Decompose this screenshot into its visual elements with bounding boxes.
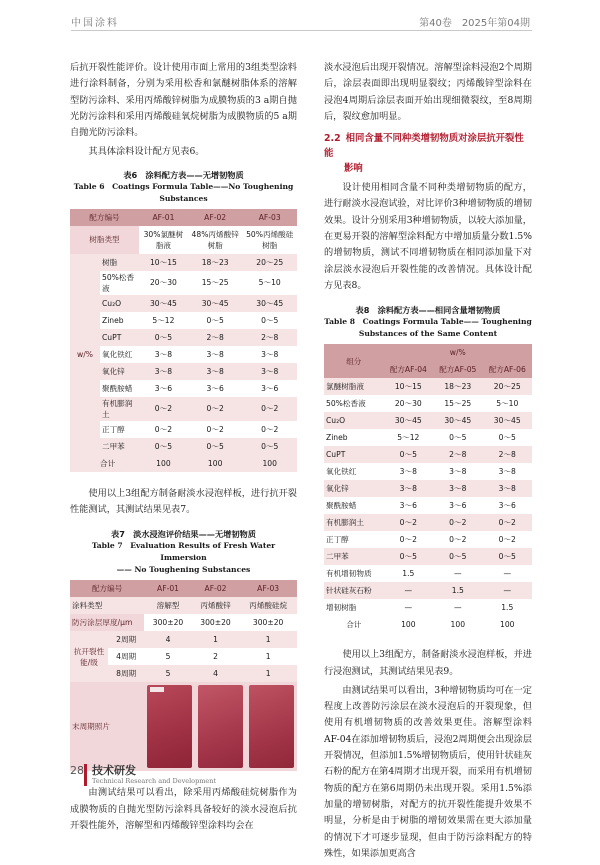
table8-cell: 3～8 [449, 467, 467, 477]
table6 [70, 209, 297, 472]
table6-cell: 20～30 [149, 278, 177, 288]
table6-caption-cn: 表6 涂料配方表——无增韧物质 [123, 169, 244, 180]
table8-cell: 3～6 [498, 501, 516, 511]
table6-col: AF-02 [188, 209, 243, 226]
table8-row [324, 582, 532, 599]
table6-cell: 10～15 [139, 254, 188, 271]
table8-row [324, 395, 532, 412]
table8-row [324, 514, 532, 531]
table7 [70, 580, 297, 771]
table8-row [324, 599, 532, 616]
table6-cell: 48%丙烯酸锌树脂 [191, 229, 239, 250]
table6-row [70, 254, 297, 271]
table7-thick-row [70, 614, 297, 631]
table6-cell: 0～5 [139, 438, 188, 455]
table8-cell: 3～8 [498, 467, 516, 477]
table8-cell: 3～8 [384, 480, 433, 497]
table8-component: Zineb [326, 433, 348, 443]
table7-head-row [70, 580, 297, 597]
table8-cell: 0～5 [483, 548, 532, 565]
table7-cell: 1 [265, 652, 271, 662]
footer-accent-bar [84, 764, 87, 786]
table6-cell: 3～6 [261, 383, 279, 393]
table6-head-row [70, 209, 297, 226]
sample-photo [147, 685, 192, 768]
table6-group-label: w/% [70, 254, 100, 455]
left-paragraph-3: 使用以上3组配方制备耐淡水浸泡样板，进行抗开裂性能测试，其测试结果见表7。 [70, 487, 297, 516]
table8 [324, 344, 532, 633]
table6-head-label: 配方编号 [70, 209, 139, 226]
table8-total-row [324, 616, 532, 633]
table6-cell: 0～5 [139, 329, 188, 346]
table6-total-label: 合计 [70, 455, 139, 472]
table6-component: Zineb [102, 315, 124, 325]
table6-component: 有机膨润土 [100, 397, 139, 421]
table8-cell: 2～8 [433, 446, 482, 463]
table7-cell: 4 [192, 665, 240, 682]
table8-cell: 0～2 [433, 514, 482, 531]
table8-cell: 100 [500, 620, 515, 630]
table7-cell: 300±20 [252, 618, 284, 628]
table6-cell: 3～6 [206, 383, 224, 393]
table7-cell: 1 [239, 665, 297, 682]
page-number: 28 [70, 764, 84, 777]
table6-component: 50%松香液 [102, 272, 135, 293]
table8-cell: 3～8 [483, 480, 532, 497]
table6-cell: 50%丙烯酸硅树脂 [246, 229, 294, 250]
footer-section-cn: 技术研发 [92, 764, 136, 777]
table6-resin-label: 树脂类型 [70, 226, 139, 254]
table7-col: AF-03 [239, 580, 297, 597]
table6-cell: 3～8 [139, 363, 188, 380]
table6-component: 正丁醇 [102, 424, 125, 434]
table6-row [70, 346, 297, 363]
right-paragraph-1: 淡水浸泡后出现开裂情况。溶解型涂料浸泡2个周期后，涂层表面即出现明显裂纹；丙烯酸锌型涂料在浸泡4周期后涂层表面开始出现细微裂纹，至8周期后，裂纹愈加明显。 [324, 62, 532, 122]
table6-cell: 3～8 [206, 349, 224, 359]
table6-cell: 0～2 [261, 424, 279, 434]
table8-total-label: 合计 [346, 620, 362, 630]
table6-cell: 0～5 [206, 315, 224, 325]
table7-cell: 5 [165, 652, 171, 662]
table8-cell: 1.5 [501, 603, 514, 613]
table7-crack-label: 抗开裂性能/级 [70, 631, 108, 682]
table7-cell: 1 [239, 631, 297, 648]
sample-photo [198, 685, 243, 768]
table6-cell: 3～8 [261, 349, 279, 359]
table6-cell: 100 [188, 455, 243, 472]
table8-row [324, 531, 532, 548]
table8-component: 氯醚树脂液 [324, 378, 384, 395]
table8-cell: 0～5 [498, 433, 516, 443]
table7-photo-row [70, 682, 297, 771]
table7-col: AF-01 [144, 580, 192, 597]
table8-cell: 0～2 [399, 535, 417, 545]
table6-component: Cu₂O [100, 295, 139, 312]
table8-cell: 0～5 [384, 548, 433, 565]
table7-col: AF-02 [192, 580, 240, 597]
table8-row [324, 446, 532, 463]
table6-cell: 0～2 [188, 397, 243, 421]
table8-caption-cn: 表8 涂料配方表——相同含量增韧物质 [355, 305, 501, 316]
table7-photo-label: 末周期照片 [70, 682, 144, 771]
table8-component: 50%松香液 [326, 399, 366, 409]
table7-type-label: 涂料类型 [70, 597, 144, 614]
table7-cell: 1 [192, 631, 240, 648]
table8-row [324, 378, 532, 395]
table8-cell: 3～6 [399, 501, 417, 511]
issue-label: 第40卷 2025年第04期 [419, 18, 530, 29]
table6-row [70, 295, 297, 312]
table8-cell: 30～45 [433, 412, 482, 429]
table7-type-row [70, 597, 297, 614]
table6-component: 聚酰胺蜡 [102, 383, 133, 393]
section-title-line-2: 影响 [344, 163, 363, 175]
table8-cell: — [453, 603, 462, 613]
table6-cell: 0～2 [206, 424, 224, 434]
table8-component: 正丁醇 [326, 535, 349, 545]
table8-cell: — [483, 582, 532, 599]
table8-component: 氧化锌 [324, 480, 384, 497]
table6-row [70, 329, 297, 346]
table7-period: 8周期 [108, 665, 144, 682]
table7-caption-en-1: Table 7 Evaluation Results of Fresh Water Immersion [91, 541, 276, 563]
table8-caption-en-2: Substances of the Same Content [358, 329, 498, 339]
table6-cell: 30～45 [242, 295, 297, 312]
table6-caption-en-2: Substances [159, 193, 208, 203]
table8-cell: 1.5 [402, 569, 415, 579]
table8-cell: 10～15 [384, 378, 433, 395]
table8-group-label: 组分 [324, 344, 384, 378]
table6-cell: 30～45 [139, 295, 188, 312]
section-title-line-1: 相同含量不同种类增韧物质对涂层抗开裂性能 [324, 133, 524, 160]
table8-cell: 0～5 [433, 548, 482, 565]
table7-head-label: 配方编号 [70, 580, 144, 597]
table8-row [324, 480, 532, 497]
table7-thick-label: 防污涂层厚度/μm [70, 614, 144, 631]
left-paragraph-4: 由测试结果可以看出，除采用丙烯酸硅烷树脂作为成膜物质的自抛光型防污涂料具备较好的淡水浸泡后抗开裂性能外，溶解型和丙烯酸锌型涂料均会在 [70, 787, 297, 831]
table8-component: 针状硅灰石粉 [324, 582, 384, 599]
table8-cell: 0～2 [384, 514, 433, 531]
table6-body [70, 254, 297, 455]
journal-name: 中国涂料 [71, 18, 119, 29]
table8-row [324, 497, 532, 514]
table7-cell: 2 [213, 652, 218, 662]
table7-period: 2周期 [108, 631, 144, 648]
table8-cell: 3～8 [433, 480, 482, 497]
table8-cell: 0～5 [449, 433, 467, 443]
table6-cell: 3～8 [154, 349, 173, 359]
table8-cell: — [453, 569, 462, 579]
table8-cell: 18～23 [433, 378, 482, 395]
table7-cell: 丙烯酸锌 [192, 597, 240, 614]
table8-body [324, 378, 532, 616]
table6-row [70, 438, 297, 455]
right-paragraph-4: 由测试结果可以看出，3种增韧物质均可在一定程度上改善防污涂层在淡水浸泡后的开裂现象，但使用有机增韧物质的改善效果更佳。溶解型涂料AF-04在添加增韧物质后，浸泡2周期便会出现涂层开裂情况，但添加1.5%增韧物质后，使用针状硅灰石粉的配方在第4周期才出现开裂，而采用有机增韧物质的配方在第6周期仍未出现开裂。采用1.5%添加量的增韧树脂，对配方的抗开裂性能提升效果不明显，分析是由于树脂的增韧效果需在更大添加量的情况下才可逐步显现，但由于防污涂料配方的特殊性，如果添加更高含 [324, 684, 532, 859]
table8-cell: 0～2 [449, 535, 467, 545]
table6-component: 氧化铁红 [102, 349, 133, 359]
table8-row [324, 463, 532, 480]
table8-col: 配方AF-05 [433, 361, 482, 378]
table6-caption-en-1: Table 6 Coatings Formula Table——No Toughening [73, 181, 294, 191]
table7-cell: 4 [144, 631, 192, 648]
table8-component: Cu₂O [324, 412, 384, 429]
table8-row [324, 548, 532, 565]
page-header [0, 0, 600, 56]
table7-crack-row [70, 631, 297, 648]
table8-component: 有机增韧物质 [326, 569, 372, 579]
table6-row [70, 397, 297, 421]
table6-cell: 0～2 [154, 424, 173, 434]
table8-cell: 5～12 [397, 433, 420, 443]
table8-row [324, 565, 532, 582]
photo-strip [144, 682, 297, 771]
table6-row [70, 312, 297, 329]
footer-section-en: Technical Research and Development [92, 777, 217, 785]
table8-row [324, 429, 532, 446]
table8-cell: 100 [450, 620, 466, 630]
page-footer [70, 760, 540, 794]
table8-row [324, 412, 532, 429]
table6-cell: 5～12 [152, 315, 175, 325]
table8-cell: 100 [401, 620, 416, 630]
table8-cell: 0～2 [483, 514, 532, 531]
table8-cell: 20～30 [394, 399, 422, 409]
table6-cell: 0～5 [242, 438, 297, 455]
table6-row [70, 421, 297, 438]
left-column [70, 60, 297, 837]
table6-row [70, 380, 297, 397]
table8-component: CuPT [324, 446, 384, 463]
table8-component: 聚酰胺蜡 [326, 501, 357, 511]
table7-block [70, 528, 297, 771]
table8-cell: 2～8 [483, 446, 532, 463]
table6-cell: 0～5 [261, 315, 279, 325]
table6-cell: 3～8 [188, 363, 243, 380]
table6-component: 树脂 [100, 254, 139, 271]
table8-w-label: w/% [384, 344, 532, 361]
table6-cell: 30～45 [188, 295, 243, 312]
table6-cell: 3～8 [242, 363, 297, 380]
header-rule [71, 30, 532, 31]
table6-cell: 0～5 [188, 438, 243, 455]
sample-photo [249, 685, 294, 768]
table8-cell: — [404, 603, 413, 613]
table8-component: 二甲苯 [324, 548, 384, 565]
table8-cell: 1.5 [433, 582, 482, 599]
table6-cell: 2～8 [188, 329, 243, 346]
table6-cell: 18～23 [188, 254, 243, 271]
table8-cell: 15～25 [444, 399, 472, 409]
right-paragraph-3: 使用以上3组配方，制备耐淡水浸泡样板，并进行浸泡测试，其测试结果见表9。 [324, 649, 532, 677]
right-column [324, 60, 532, 865]
table6-cell: 0～2 [139, 397, 188, 421]
table8-component: 增韧树脂 [326, 603, 357, 613]
table6-cell: 2～8 [242, 329, 297, 346]
table6-row [70, 271, 297, 295]
section-number: 2.2 [324, 133, 341, 145]
table7-period: 4周期 [116, 652, 137, 662]
table6-component: 氧化锌 [100, 363, 139, 380]
table6-cell: 15～25 [201, 278, 229, 288]
left-paragraph-1: 后抗开裂性能评价。设计使用市面上常用的3组类型涂料进行涂料制备，分别为采用松香和氯醚树脂体系的溶解型防污涂料、采用丙烯酸锌树脂为成膜物质的3 a期自抛光防污涂料和采用丙烯酸硅氧烷树脂为成膜物质的5 a期自抛光防污涂料。 [70, 62, 297, 139]
table8-cell: 3～8 [399, 467, 417, 477]
table6-cell: 100 [139, 455, 188, 472]
table6-col: AF-01 [139, 209, 188, 226]
table6-cell: 20～25 [242, 254, 297, 271]
table6-cell: 0～2 [242, 397, 297, 421]
table8-cell: 0～2 [498, 535, 516, 545]
table7-cell: 溶解型 [144, 597, 192, 614]
table8-col: 配方AF-06 [483, 361, 532, 378]
table8-cell: 3～6 [449, 501, 467, 511]
table7-caption-cn: 表7 淡水浸泡评价结果——无增韧物质 [111, 529, 256, 540]
table7-caption-en-2: —— No Toughening Substances [116, 565, 251, 575]
photo-cell [144, 682, 297, 771]
table7-cell: 丙烯酸硅烷 [239, 597, 297, 614]
table6-total-row [70, 455, 297, 472]
section-heading [324, 131, 532, 176]
table8-component: 氧化铁红 [326, 467, 357, 477]
table8-block [324, 304, 532, 633]
table6-row [70, 363, 297, 380]
table6-cell: 3～6 [154, 383, 173, 393]
table6-resin-row [70, 226, 297, 254]
table7-cell: 300±20 [152, 618, 184, 628]
table8-cell: 5～10 [496, 399, 519, 409]
table8-cell: 0～5 [384, 446, 433, 463]
table8-col: 配方AF-04 [384, 361, 433, 378]
table6-cell: 100 [242, 455, 297, 472]
table8-cell: 30～45 [483, 412, 532, 429]
table6-col: AF-03 [242, 209, 297, 226]
table6-block [70, 169, 297, 472]
table8-cell: — [384, 582, 433, 599]
table8-cell: 20～25 [483, 378, 532, 395]
table7-cell: 5 [144, 665, 192, 682]
right-paragraph-2: 设计使用相同含量不同种类增韧物质的配方，进行耐淡水浸泡试验，对比评价3种增韧物质的增韧效果。设计分别采用3种增韧物质，以较大添加量，在更易开裂的溶解型涂料配方中增加质量分数1.5%的增韧物质，测试不同增韧物质在相同添加量下对涂层淡水浸泡后开裂性能的改善情况。具体设计配方见表8。 [324, 182, 532, 291]
table6-component: CuPT [100, 329, 139, 346]
table8-head-row [324, 344, 532, 361]
table7-cell: 300±20 [200, 618, 231, 628]
photo-label-tag [150, 687, 164, 692]
table6-cell: 30%氯醚树脂液 [143, 229, 184, 250]
table8-cell: 30～45 [384, 412, 433, 429]
left-paragraph-2: 其具体涂料设计配方见表6。 [88, 146, 205, 158]
table8-cell: — [503, 569, 512, 579]
table8-component: 有机膨润土 [324, 514, 384, 531]
table6-component: 二甲苯 [100, 438, 139, 455]
table6-cell: 5～10 [258, 278, 281, 288]
table8-caption-en-1: Table 8 Coatings Formula Table—— Toughening [324, 317, 532, 327]
